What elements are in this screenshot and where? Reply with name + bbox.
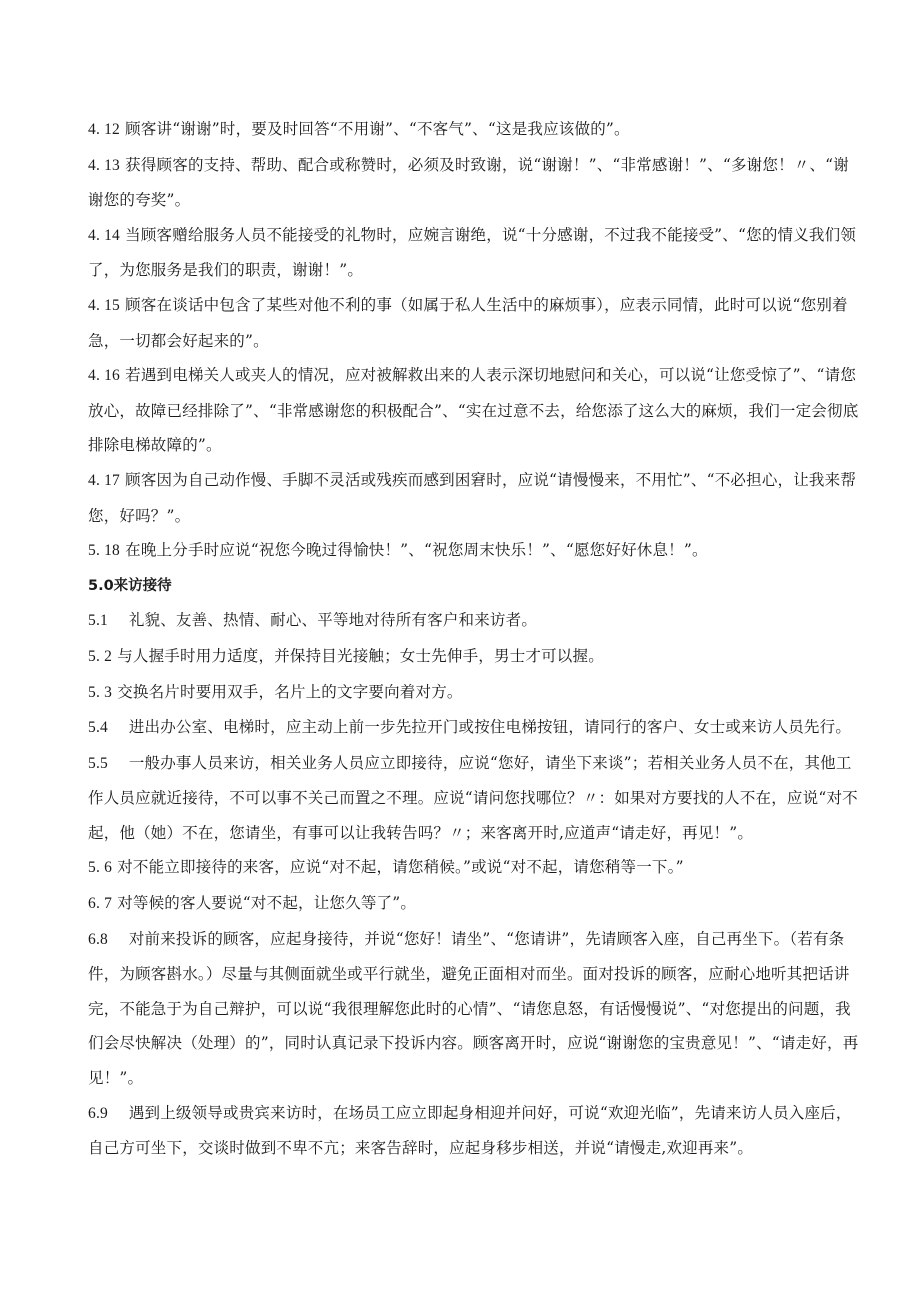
item-4-17 — [88, 463, 862, 533]
item-text: 当顾客赠给服务人员不能接受的礼物时，应婉言谢绝，说“十分感谢，不过我不能接受”、“您的情义我们领了，为您服务是我们的职责，谢谢！”。 — [88, 225, 857, 280]
item-text: 交换名片时要用双手，名片上的文字要向着对方。 — [117, 682, 463, 701]
item-text: 与人握手时用力适度，并保持目光接触；女士先伸手，男士才可以握。 — [117, 646, 604, 665]
item-number: 5. 6 — [88, 859, 113, 877]
item-number: 5.5 — [88, 754, 108, 772]
item-4-16 — [88, 358, 862, 463]
item-6-8 — [88, 922, 862, 1096]
item-text: 顾客因为自己动作慢、手脚不灵活或残疾而感到困窘时，应说“请慢慢来，不用忙”、“不必担心，让我来帮您，好吗？”。 — [88, 470, 857, 525]
item-text: 进出办公室、电梯时，应主动上前一步先拉开门或按住电梯按钮，请同行的客户、女士或来访人员先行。 — [113, 718, 852, 737]
item-number: 4. 17 — [88, 471, 120, 489]
item-4-15 — [88, 288, 862, 358]
item-5-1 — [88, 603, 862, 639]
item-number: 6.8 — [88, 930, 108, 948]
item-number: 4. 13 — [88, 156, 120, 174]
item-text: 对不能立即接待的来客，应说“对不起，请您稍候。”或说“对不起，请您稍等一下。” — [117, 858, 684, 877]
item-number: 5. 18 — [88, 542, 120, 560]
item-5-5 — [88, 746, 862, 851]
item-number: 5.4 — [88, 719, 108, 737]
item-5-6 — [88, 850, 862, 886]
item-5-18 — [88, 533, 862, 569]
item-text: 若遇到电梯关人或夹人的情况，应对被解救出来的人表示深切地慰问和关心，可以说“让您受惊了”、“请您放心，故障已经排除了”、“非常感谢您的积极配合”、“实在过意不去，给您添了这么大的麻烦，我们一定会彻底排除电梯故障的”。 — [88, 366, 859, 455]
item-text: 遇到上级领导或贵宾来访时，在场员工应立即起身相迎并问好，可说“欢迎光临”，先请来访人员入座后，自己方可坐下，交谈时做到不卑不亢；来客告辞时，应起身移步相送，并说“请慢走,欢迎再来”。 — [88, 1103, 852, 1158]
item-text: 顾客在谈话中包含了某些对他不利的事（如属于私人生活中的麻烦事），应表示同情，此时可以说“您别着急，一切都会好起来的”。 — [88, 295, 848, 350]
item-5-3 — [88, 675, 862, 711]
item-text: 在晚上分手时应说“祝您今晚过得愉快！”、“祝您周末快乐！”、“愿您好好休息！”。 — [125, 541, 708, 560]
item-text: 对等候的客人要说“对不起，让您久等了”。 — [117, 894, 417, 913]
item-number: 4. 12 — [88, 121, 120, 138]
item-4-12 — [88, 112, 862, 148]
item-number: 4. 16 — [88, 367, 120, 385]
item-text: 顾客讲“谢谢”时，要及时回答“不用谢”、“不客气”、“这是我应该做的”。 — [125, 120, 630, 138]
item-text: 获得顾客的支持、帮助、配合或称赞时，必须及时致谢，说“谢谢！”、“非常感谢！”、“多谢您！〃、“谢谢您的夸奖”。 — [88, 155, 849, 210]
item-number: 6.9 — [88, 1104, 108, 1122]
item-text: 对前来投诉的顾客，应起身接待，并说“您好！请坐”、“您请讲”，先请顾客入座，自己再坐下。（若有条件，为顾客斟水。）尽量与其侧面就坐或平行就坐，避免正面相对而坐。面对投诉的顾客，应耐心地听其把话讲完，不能急于为自己辩护，可以说“我很理解您此时的心情”、“请您息怒，有话慢慢说”、“对您提出的问题，我们会尽快解决（处理）的”，同时认真记录下投诉内容。顾客离开时，应说“谢谢您的宝贵意见！”、“请走好，再见！”。 — [88, 929, 859, 1088]
item-text: 礼貌、友善、热情、耐心、平等地对待所有客户和来访者。 — [113, 611, 538, 630]
section-heading-visitor-reception: 5.0来访接待 — [88, 577, 172, 594]
item-number: 4. 15 — [88, 296, 120, 314]
item-5-4 — [88, 710, 862, 746]
item-number: 6. 7 — [88, 895, 113, 913]
item-4-14 — [88, 218, 862, 288]
item-4-13 — [88, 148, 862, 218]
item-number: 5.1 — [88, 612, 108, 630]
item-6-9 — [88, 1096, 862, 1166]
item-6-7 — [88, 886, 862, 922]
item-5-2 — [88, 639, 862, 675]
item-number: 5. 3 — [88, 683, 113, 701]
item-number: 4. 14 — [88, 226, 120, 244]
item-text: 一般办事人员来访，相关业务人员应立即接待，应说“您好，请坐下来谈”；若相关业务人员不在，其他工作人员应就近接待，不可以事不关己而置之不理。应说“请问您找哪位？〃：如果对方要找的人不在，应说“对不起，他（她）不在，您请坐，有事可以让我转告吗？〃；来客离开时,应道声“请走好，再见！”。 — [88, 753, 858, 842]
item-number: 5. 2 — [88, 647, 113, 665]
document-page — [88, 112, 862, 1166]
